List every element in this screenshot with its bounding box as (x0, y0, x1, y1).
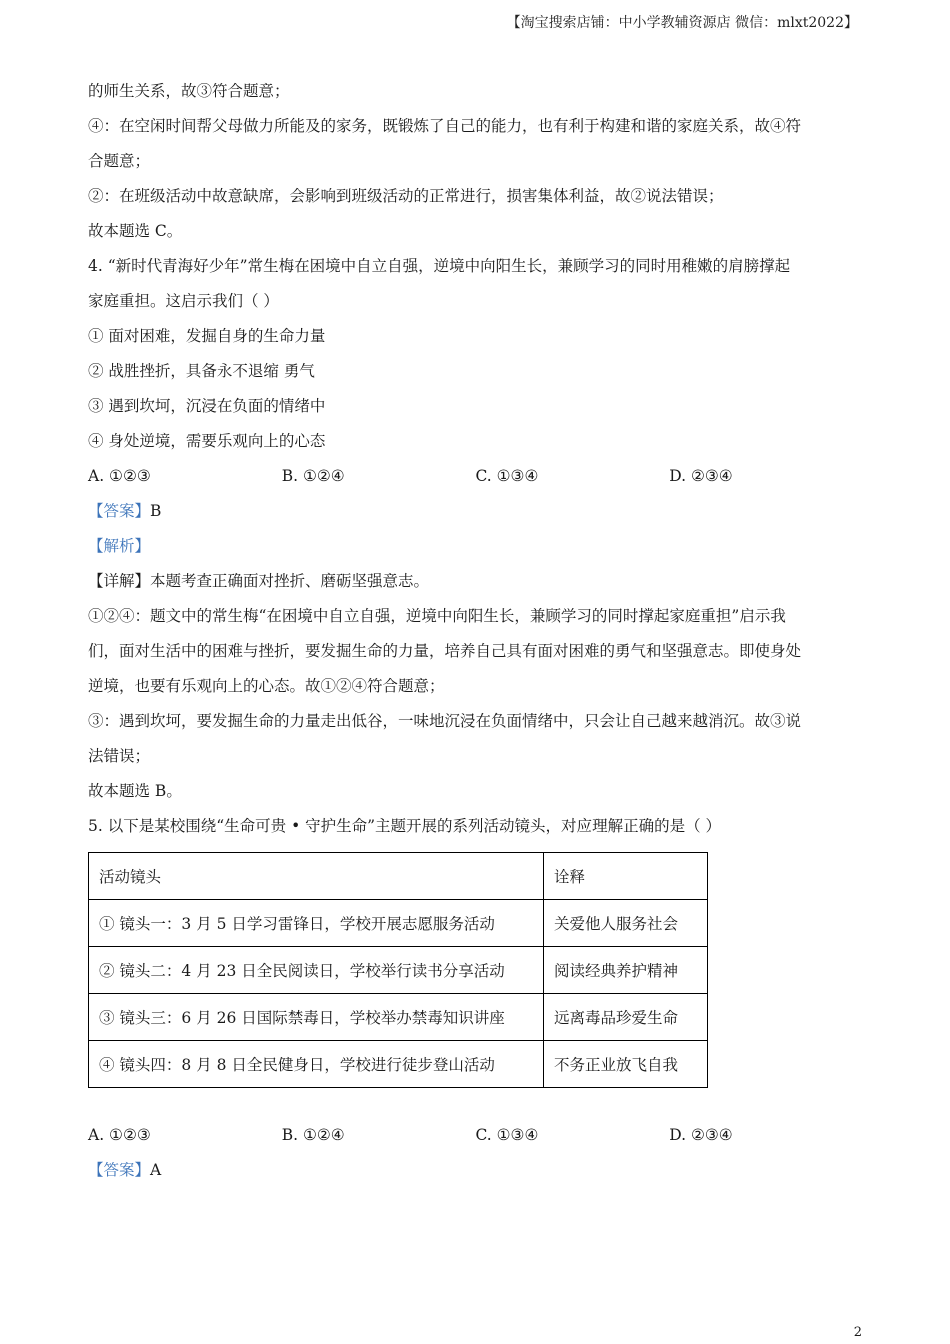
option-c: C. ①③④ (475, 467, 539, 485)
table-cell: 远离毒品珍爱生命 (544, 994, 708, 1041)
option-d: D. ②③④ (669, 467, 733, 485)
document-body (88, 74, 863, 1188)
page-header: 【淘宝搜索店铺：中小学教辅资源店 微信：mlxt2022】 (506, 15, 858, 31)
option-a: A. ①②③ (88, 1126, 151, 1144)
option-b: B. ①②④ (281, 467, 345, 485)
question-4-item: ② 战胜挫折，具备永不退缩 勇气 (88, 362, 315, 380)
question-5-answer (88, 1153, 863, 1188)
text-line: 合题意； (88, 152, 151, 170)
table-row (89, 900, 708, 947)
table-row (89, 994, 708, 1041)
analysis-tag: 【解析】 (88, 537, 151, 555)
table-cell: ② 镜头二：4 月 23 日全民阅读日，学校举行读书分享活动 (89, 947, 544, 994)
analysis-line: ③：遇到坎坷，要发掘生命的力量走出低谷，一味地沉浸在负面情绪中，只会让自己越来越消沉。故③说 (88, 712, 802, 730)
question-4-stem: 4. “新时代青海好少年”常生梅在困境中自立自强，逆境中向阳生长，兼顾学习的同时用稚嫩的肩膀撑起 (88, 257, 791, 275)
text-line: 的师生关系，故③符合题意； (88, 82, 290, 100)
answer-value: A (150, 1161, 162, 1179)
table-cell: ③ 镜头三：6 月 26 日国际禁毒日，学校举办禁毒知识讲座 (89, 994, 544, 1041)
detail-tag: 【详解】 (88, 572, 151, 590)
table-header-cell: 活动镜头 (89, 853, 544, 900)
table-row (89, 947, 708, 994)
table-header-cell: 诠释 (544, 853, 708, 900)
question-4-item: ① 面对困难，发掘自身的生命力量 (88, 327, 326, 345)
detail-text: 本题考查正确面对挫折、磨砺坚强意志。 (150, 572, 430, 590)
question-4-stem: 家庭重担。这启示我们（ ） (88, 292, 279, 310)
activity-table (88, 852, 708, 1088)
table-row (89, 1041, 708, 1088)
answer-tag: 【答案】 (88, 1161, 151, 1179)
table-header-row (89, 853, 708, 900)
table-cell: ① 镜头一：3 月 5 日学习雷锋日，学校开展志愿服务活动 (89, 900, 544, 947)
answer-tag: 【答案】 (88, 502, 151, 520)
question-5-options (88, 1118, 863, 1153)
analysis-line: ①②④：题文中的常生梅“在困境中自立自强，逆境中向阳生长，兼顾学习的同时撑起家庭重担”启示我 (88, 607, 786, 625)
question-4-item: ③ 遇到坎坷，沉浸在负面的情绪中 (88, 397, 326, 415)
table-cell: 关爱他人服务社会 (544, 900, 708, 947)
question-4-options (88, 459, 863, 494)
text-line: ②：在班级活动中故意缺席，会影响到班级活动的正常进行，损害集体利益，故②说法错误； (88, 187, 724, 205)
option-a: A. ①②③ (88, 467, 151, 485)
detail-line (88, 564, 863, 599)
question-5-stem: 5. 以下是某校围绕“生命可贵 • 守护生命”主题开展的系列活动镜头，对应理解正确的是（ ） (88, 817, 721, 835)
analysis-line: 法错误； (88, 747, 151, 765)
question-4-answer (88, 494, 863, 529)
table-cell: 阅读经典养护精神 (544, 947, 708, 994)
answer-value: B (150, 502, 162, 520)
option-c: C. ①③④ (475, 1126, 539, 1144)
table-cell: 不务正业放飞自我 (544, 1041, 708, 1088)
question-4-item: ④ 身处逆境，需要乐观向上的心态 (88, 432, 326, 450)
analysis-line: 故本题选 B。 (88, 782, 182, 800)
analysis-heading (88, 529, 863, 564)
text-line: ④：在空闲时间帮父母做力所能及的家务，既锻炼了自己的能力，也有利于构建和谐的家庭关系，故④符 (88, 117, 802, 135)
analysis-line: 们，面对生活中的困难与挫折，要发掘生命的力量，培养自己具有面对困难的勇气和坚强意志。即使身处 (88, 642, 802, 660)
text-line: 故本题选 C。 (88, 222, 183, 240)
analysis-line: 逆境，也要有乐观向上的心态。故①②④符合题意； (88, 677, 445, 695)
table-cell: ④ 镜头四：8 月 8 日全民健身日，学校进行徒步登山活动 (89, 1041, 544, 1088)
page-number: 2 (853, 1325, 862, 1340)
option-d: D. ②③④ (669, 1126, 733, 1144)
option-b: B. ①②④ (281, 1126, 345, 1144)
